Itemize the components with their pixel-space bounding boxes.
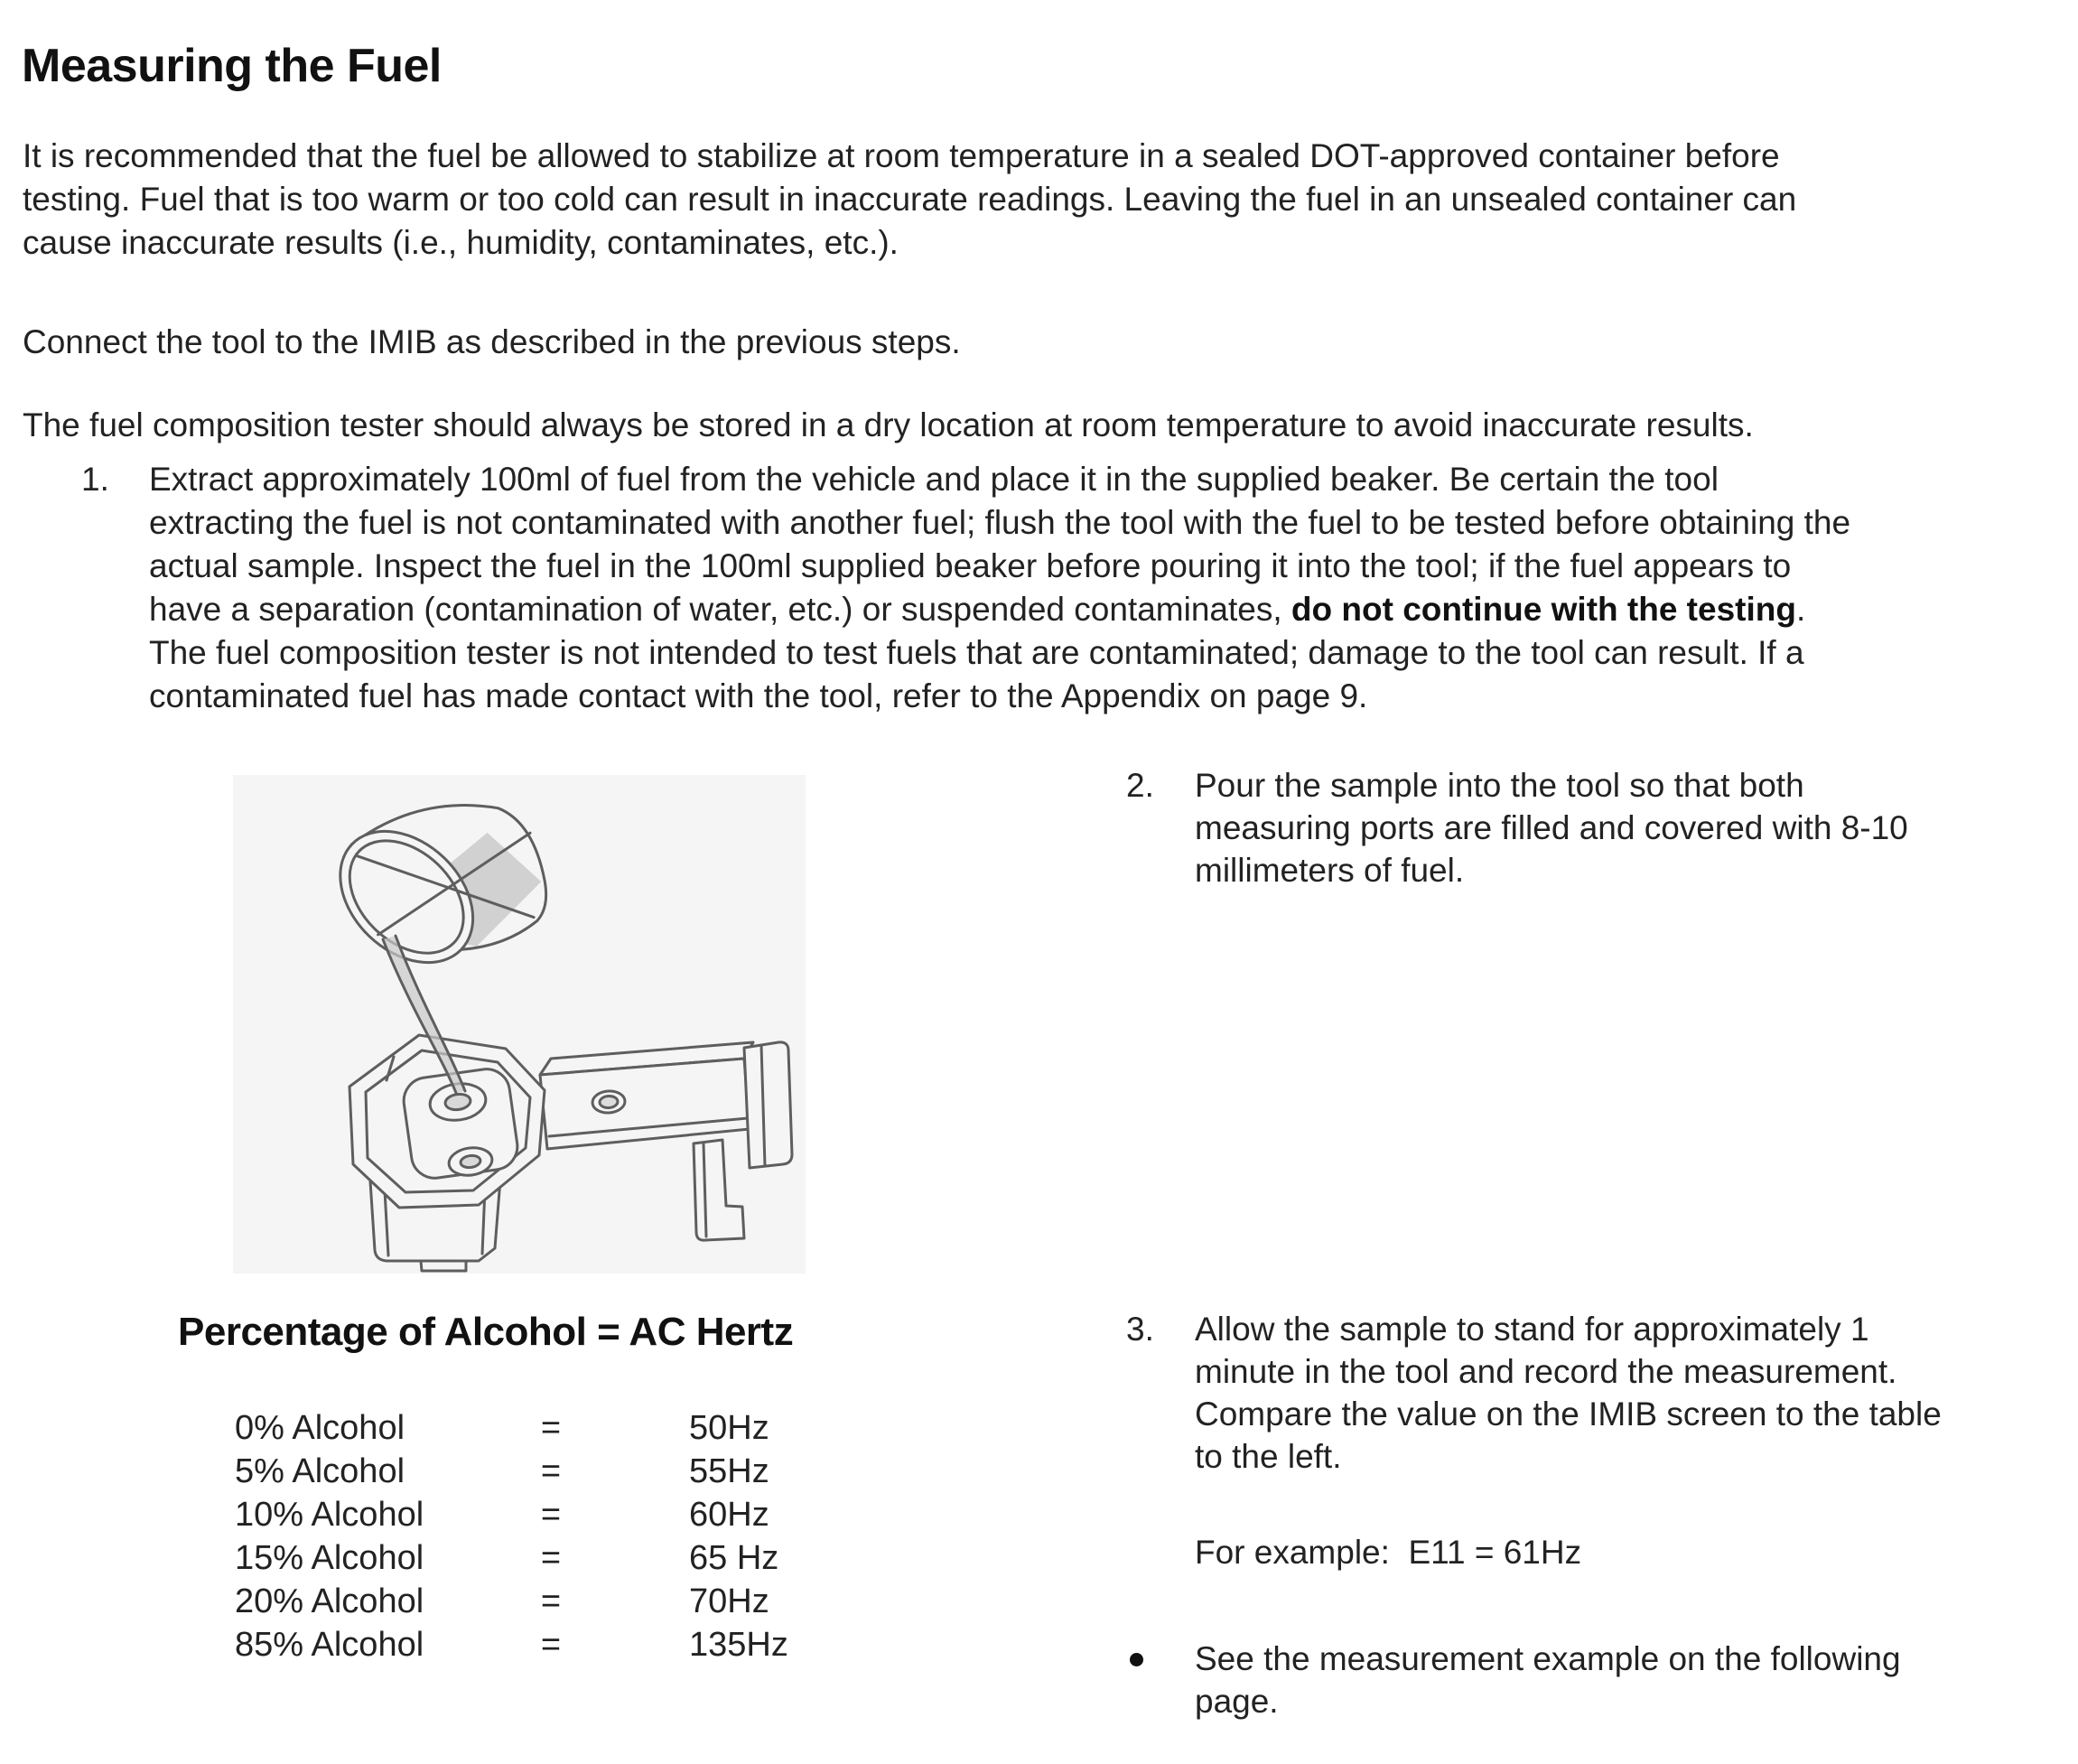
step-1-text <box>149 458 1860 718</box>
step-1-number: 1. <box>81 461 109 498</box>
bullet-dot-icon <box>1130 1653 1143 1666</box>
alcohol-percent-label: 20% Alcohol <box>235 1582 424 1620</box>
hertz-value: 65 Hz <box>689 1539 779 1577</box>
step-2-number: 2. <box>1126 767 1154 804</box>
table-row <box>235 1452 867 1496</box>
equals-sign: = <box>540 1452 562 1490</box>
step-3 <box>1126 1308 1958 1478</box>
equals-sign: = <box>540 1409 562 1447</box>
alcohol-percent-label: 15% Alcohol <box>235 1539 424 1577</box>
hertz-value: 60Hz <box>689 1496 769 1534</box>
step-3-text: Allow the sample to stand for approximately 1 minute in the tool and record the measurement. Compare the value on the IMIB screen to the table to the left. <box>1195 1311 1942 1475</box>
tester-arm <box>540 1042 792 1240</box>
alcohol-percent-label: 5% Alcohol <box>235 1452 405 1490</box>
equals-sign: = <box>540 1496 562 1534</box>
step-2-text: Pour the sample into the tool so that both measuring ports are filled and covered with 8-10 millimeters of fuel. <box>1195 767 1908 889</box>
table-row <box>235 1539 867 1582</box>
alcohol-table-heading: Percentage of Alcohol = AC Hertz <box>178 1310 794 1354</box>
step-1-bold-warning: do not continue with the testing <box>1291 591 1796 628</box>
intro-paragraph-2: Connect the tool to the IMIB as described in the previous steps. <box>23 323 961 360</box>
alcohol-percent-label: 10% Alcohol <box>235 1496 424 1534</box>
example-line: For example: E11 = 61Hz <box>1195 1534 1582 1571</box>
step-1-text-after: . The fuel composition tester is not intended to test fuels that are contaminated; damage to the tool can result. If a contaminated fuel has made contact with the tool, refer to the Appendix on page 9. <box>149 591 1806 714</box>
bullet-note <box>1126 1638 1958 1722</box>
tool-pouring-illustration-svg <box>233 775 806 1274</box>
hertz-value: 50Hz <box>689 1409 769 1447</box>
bullet-note-text: See the measurement example on the following page. <box>1195 1640 1901 1720</box>
equals-sign: = <box>540 1582 562 1620</box>
alcohol-table <box>235 1409 867 1669</box>
equals-sign: = <box>540 1626 562 1664</box>
step-1-text-before: Extract approximately 100ml of fuel from the vehicle and place it in the supplied beaker. Be certain the tool extracting the fuel is not contaminated with another fuel; flush the tool with the fuel to be tested before obtaining the actual sample. Inspect the fuel in the 100ml supplied beaker before pouring it into the tool; if the fuel appears to have a separation (contamination of water, etc.) or suspended contaminates, <box>149 461 1851 628</box>
table-row <box>235 1496 867 1539</box>
table-row <box>235 1409 867 1452</box>
beaker-icon <box>299 775 566 1093</box>
equals-sign: = <box>540 1539 562 1577</box>
page-title: Measuring the Fuel <box>22 39 442 92</box>
step-1 <box>81 458 1878 718</box>
hertz-value: 135Hz <box>689 1626 788 1664</box>
intro-paragraph-3: The fuel composition tester should always be stored in a dry location at room temperature to avoid inaccurate results. <box>23 406 1754 443</box>
table-row <box>235 1582 867 1626</box>
hertz-value: 70Hz <box>689 1582 769 1620</box>
step-2 <box>1126 764 1958 891</box>
intro-paragraph-1: It is recommended that the fuel be allowed to stabilize at room temperature in a sealed DOT-approved container before testing. Fuel that is too warm or too cold can result in inaccurate readings. Leaving the fuel in an unsealed container can cause inaccurate results (i.e., humidity, contaminates, etc.). <box>23 137 1797 261</box>
table-row <box>235 1626 867 1669</box>
alcohol-percent-label: 85% Alcohol <box>235 1626 424 1664</box>
alcohol-percent-label: 0% Alcohol <box>235 1409 405 1447</box>
tool-pouring-figure <box>233 775 806 1274</box>
step-3-number: 3. <box>1126 1311 1154 1348</box>
hertz-value: 55Hz <box>689 1452 769 1490</box>
